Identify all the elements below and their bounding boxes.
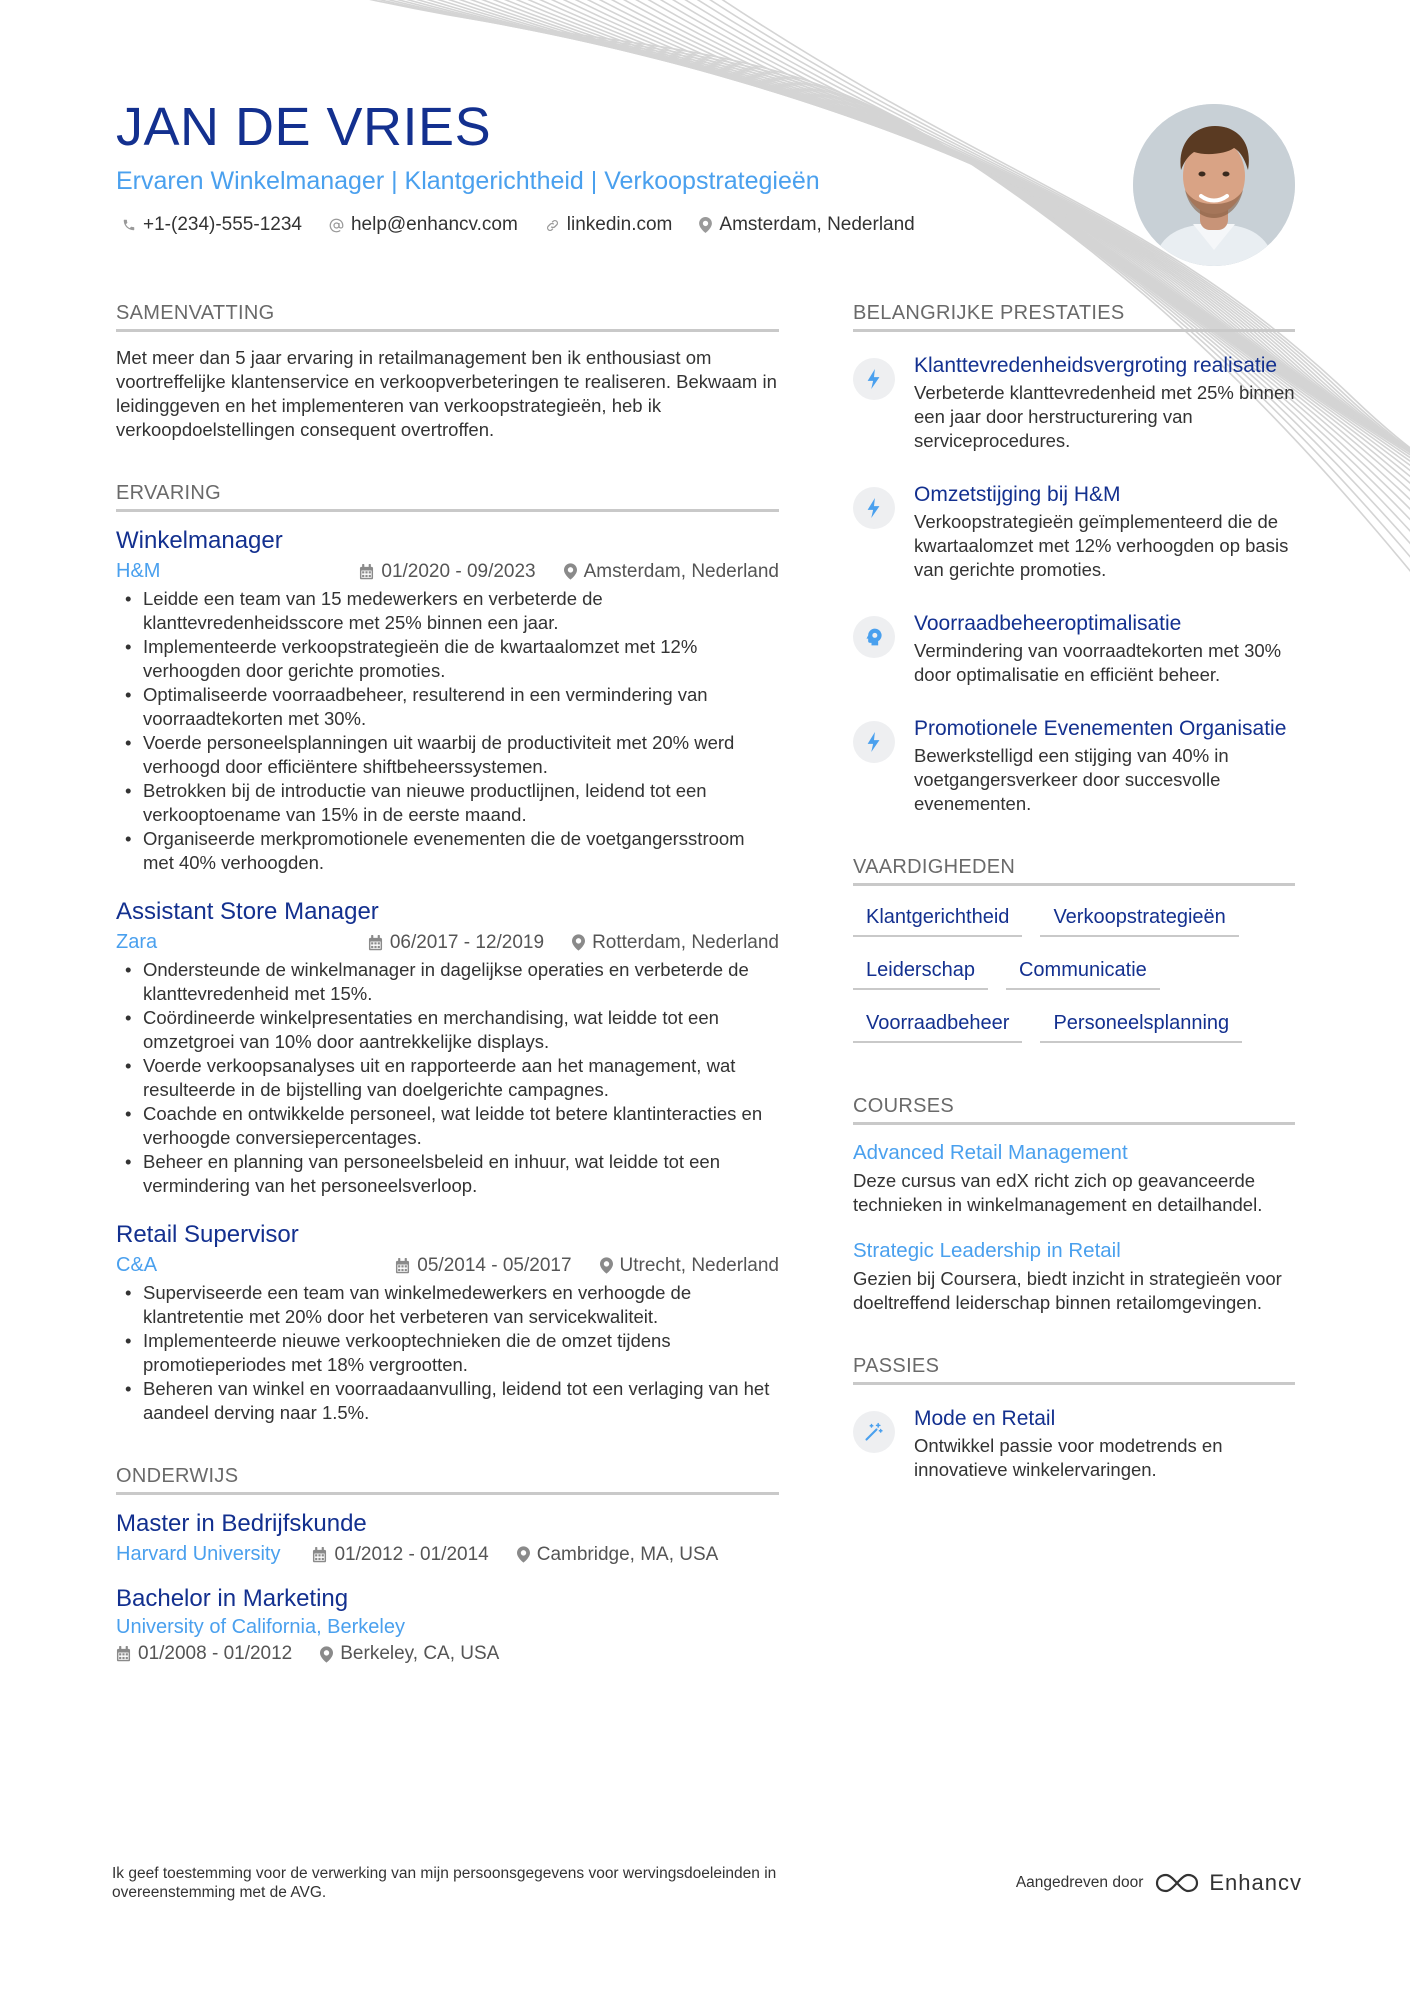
highlight-title: Promotionele Evenementen Organisatie xyxy=(914,717,1287,740)
highlight-entry xyxy=(853,1405,1295,1482)
education-location-text: Cambridge, MA, USA xyxy=(536,1543,719,1565)
skills-heading: VAARDIGHEDEN xyxy=(853,856,1295,886)
courses-heading: COURSES xyxy=(853,1095,1295,1125)
experience-list xyxy=(116,526,779,1425)
job-entry xyxy=(116,1220,779,1425)
calendar-icon xyxy=(359,564,374,580)
bullet-item: • Implementeerde verkoopstrategieën die de kwartaalomzet met 12% verhoogden door gerichte promoties. xyxy=(116,635,779,683)
courses-section xyxy=(853,1095,1295,1315)
job-location-text: Rotterdam, Nederland xyxy=(592,931,779,953)
education-section xyxy=(116,1465,779,1665)
bullet-item: • Coachde en ontwikkelde personeel, wat leidde tot betere klantinteracties en verhoogde conversiepercentages. xyxy=(116,1102,779,1150)
bullet-item: • Betrokken bij de introductie van nieuwe productlijnen, leidend tot een verkooptoename van 15% in de eerste maand. xyxy=(116,779,779,827)
contact-email[interactable] xyxy=(329,214,518,236)
contact-linkedin[interactable] xyxy=(545,214,673,236)
skill-tag: Verkoopstrategieën xyxy=(1040,906,1238,937)
footer xyxy=(112,1864,1302,1902)
job-title: Retail Supervisor xyxy=(116,1221,299,1248)
phone-text: +1-(234)-555-1234 xyxy=(143,214,302,236)
experience-heading: ERVARING xyxy=(116,482,779,512)
email-text: help@enhancv.com xyxy=(350,214,518,236)
bullet-item: • Beheer en planning van personeelsbeleid en inhuur, wat leidde tot een vermindering van het personeelsverloop. xyxy=(116,1150,779,1198)
achievements-heading: BELANGRIJKE PRESTATIES xyxy=(853,302,1295,332)
bolt-icon xyxy=(853,721,895,763)
job-bullets xyxy=(116,587,779,875)
contact-bar xyxy=(116,214,1076,236)
achievements-list xyxy=(853,352,1295,816)
bullet-item: • Beheren van winkel en voorraadaanvulling, leidend tot een verlaging van het aandeel derving naar 1.5%. xyxy=(116,1377,779,1425)
summary-section xyxy=(116,302,779,442)
passions-section xyxy=(853,1355,1295,1482)
highlight-body xyxy=(914,481,1295,582)
education-entry xyxy=(116,1584,779,1665)
contact-location xyxy=(699,214,914,236)
location-pin-icon xyxy=(517,1546,530,1563)
bullet-item: • Optimaliseerde voorraadbeheer, resulterend in een vermindering van voorraadtekorten met 30%. xyxy=(116,683,779,731)
school-name[interactable]: Harvard University xyxy=(116,1543,281,1565)
summary-text: Met meer dan 5 jaar ervaring in retailmanagement ben ik enthousiast om voortreffelijke klantenservice en verkoopverbeteringen te realiseren. Bekwaam in leidinggeven en het implementeren van verkoopstrategieën, heb ik verkoopdoelstellingen consequent overtroffen. xyxy=(116,347,777,440)
job-meta xyxy=(116,931,779,954)
calendar-icon xyxy=(116,1646,131,1662)
job-location xyxy=(564,561,779,583)
highlight-body xyxy=(914,715,1295,816)
location-pin-icon xyxy=(320,1646,333,1663)
skill-tag: Voorraadbeheer xyxy=(853,1012,1022,1043)
experience-section xyxy=(116,482,779,1425)
enhancv-logo xyxy=(1155,1870,1302,1896)
location-pin-icon xyxy=(600,1257,613,1274)
highlight-title: Mode en Retail xyxy=(914,1407,1056,1430)
education-entry xyxy=(116,1509,779,1566)
highlight-description: Bewerkstelligd een stijging van 40% in voetgangersverkeer door succesvolle evenementen. xyxy=(914,745,1229,814)
job-bullets xyxy=(116,1281,779,1425)
job-location-text: Amsterdam, Nederland xyxy=(583,560,779,582)
highlight-title: Klanttevredenheidsvergroting realisatie xyxy=(914,354,1278,377)
bullet-item: • Ondersteunde de winkelmanager in dagelijkse operaties en verbeterde de klanttevredenheid met 15%. xyxy=(116,958,779,1006)
degree-title: Master in Bedrijfskunde xyxy=(116,1510,367,1537)
job-title: Winkelmanager xyxy=(116,527,283,554)
at-icon xyxy=(329,218,344,233)
job-dates xyxy=(395,1255,571,1277)
phone-icon xyxy=(122,218,136,232)
highlight-description: Ontwikkel passie voor modetrends en innovatieve winkelervaringen. xyxy=(914,1435,1223,1480)
skill-tag: Klantgerichtheid xyxy=(853,906,1022,937)
education-dates-text: 01/2008 - 01/2012 xyxy=(138,1643,293,1664)
left-column xyxy=(116,302,779,1705)
company-name[interactable]: C&A xyxy=(116,1254,158,1276)
brand-name: Enhancv xyxy=(1209,1870,1302,1895)
summary-heading: SAMENVATTING xyxy=(116,302,779,332)
job-meta xyxy=(116,560,779,583)
location-pin-icon xyxy=(564,563,577,580)
highlight-entry xyxy=(853,481,1295,582)
education-meta xyxy=(116,1643,779,1665)
linkedin-text: linkedin.com xyxy=(566,214,673,236)
education-heading: ONDERWIJS xyxy=(116,1465,779,1495)
education-dates xyxy=(312,1544,488,1566)
bullet-item: • Coördineerde winkelpresentaties en merchandising, wat leidde tot een omzetgroei van 10% door aantrekkelijke displays. xyxy=(116,1006,779,1054)
course-title[interactable]: Strategic Leadership in Retail xyxy=(853,1239,1121,1262)
right-column xyxy=(853,302,1295,1522)
highlight-entry xyxy=(853,352,1295,453)
passions-list xyxy=(853,1405,1295,1482)
highlight-entry xyxy=(853,715,1295,816)
job-dates-text: 01/2020 - 09/2023 xyxy=(381,560,536,582)
bullet-item: • Voerde verkoopsanalyses uit en rapporteerde aan het management, wat resulteerde in de bijstelling van doelgerichte campagnes. xyxy=(116,1054,779,1102)
calendar-icon xyxy=(368,935,383,951)
education-location xyxy=(320,1643,499,1665)
job-location xyxy=(572,932,779,954)
highlight-title: Omzetstijging bij H&M xyxy=(914,483,1121,506)
link-icon xyxy=(545,218,560,233)
skill-tag: Leiderschap xyxy=(853,959,988,990)
course-description: Gezien bij Coursera, biedt inzicht in strategieën voor doeltreffend leiderschap binnen retailomgevingen. xyxy=(853,1268,1282,1313)
bullet-item: • Voerde personeelsplanningen uit waarbij de productiviteit met 20% werd verhoogd door efficiëntere shiftbeheerssystemen. xyxy=(116,731,779,779)
job-dates xyxy=(359,561,535,583)
school-name[interactable]: University of California, Berkeley xyxy=(116,1616,405,1638)
education-meta xyxy=(116,1543,779,1566)
candidate-headline: Ervaren Winkelmanager | Klantgerichtheid | Verkoopstrategieën xyxy=(116,167,820,196)
course-entry xyxy=(853,1237,1295,1315)
highlight-body xyxy=(914,352,1295,453)
education-dates-text: 01/2012 - 01/2014 xyxy=(334,1543,489,1565)
company-name[interactable]: Zara xyxy=(116,931,158,953)
job-bullets xyxy=(116,958,779,1198)
head-icon xyxy=(853,616,895,658)
job-title: Assistant Store Manager xyxy=(116,898,379,925)
job-dates-text: 06/2017 - 12/2019 xyxy=(389,931,545,953)
courses-list xyxy=(853,1139,1295,1315)
job-entry xyxy=(116,897,779,1198)
avatar xyxy=(1133,104,1295,266)
powered-by-label: Aangedreven door xyxy=(1015,1874,1144,1891)
education-location xyxy=(517,1544,719,1566)
infinity-icon xyxy=(1155,1872,1199,1894)
skills-list xyxy=(853,906,1295,1043)
highlight-body xyxy=(914,610,1295,687)
job-dates-text: 05/2014 - 05/2017 xyxy=(417,1254,572,1276)
location-pin-icon xyxy=(699,217,712,233)
education-dates xyxy=(116,1643,292,1665)
job-location xyxy=(600,1255,779,1277)
achievements-section xyxy=(853,302,1295,816)
skill-tag: Communicatie xyxy=(1006,959,1160,990)
education-location-text: Berkeley, CA, USA xyxy=(340,1643,500,1664)
bullet-item: • Leidde een team van 15 medewerkers en verbeterde de klanttevredenheidsscore met 25% binnen een jaar. xyxy=(116,587,779,635)
highlight-description: Verbeterde klanttevredenheid met 25% binnen een jaar door herstructurering van serviceprocedures. xyxy=(914,382,1295,451)
powered-by[interactable] xyxy=(1016,1870,1302,1896)
highlight-title: Voorraadbeheeroptimalisatie xyxy=(914,612,1182,635)
consent-text: Ik geef toestemming voor de verwerking van mijn persoonsgegevens voor wervingsdoeleinden in overeenstemming met de AVG. xyxy=(112,1865,777,1901)
job-meta xyxy=(116,1254,779,1277)
highlight-description: Vermindering van voorraadtekorten met 30% door optimalisatie en efficiënt beheer. xyxy=(914,640,1282,685)
bolt-icon xyxy=(853,487,895,529)
course-description: Deze cursus van edX richt zich op geavanceerde technieken in winkelmanagement en detailhandel. xyxy=(853,1170,1263,1215)
skill-tag: Personeelsplanning xyxy=(1040,1012,1242,1043)
contact-phone[interactable] xyxy=(122,214,302,236)
highlight-description: Verkoopstrategieën geïmplementeerd die de kwartaalomzet met 12% verhoogden op basis van gerichte promoties. xyxy=(914,511,1289,580)
magic-wand-icon xyxy=(853,1411,895,1453)
location-text: Amsterdam, Nederland xyxy=(719,214,915,236)
bullet-item: • Superviseerde een team van winkelmedewerkers en verhoogde de klantretentie met 20% door het verbeteren van servicekwaliteit. xyxy=(116,1281,779,1329)
resume-header xyxy=(116,98,1076,236)
course-title[interactable]: Advanced Retail Management xyxy=(853,1141,1128,1164)
candidate-name: JAN DE VRIES xyxy=(116,97,492,157)
bullet-item: • Organiseerde merkpromotionele evenementen die de voetgangersstroom met 40% verhoogden. xyxy=(116,827,779,875)
degree-title: Bachelor in Marketing xyxy=(116,1585,349,1612)
location-pin-icon xyxy=(572,934,585,951)
highlight-body xyxy=(914,1405,1295,1482)
passions-heading: PASSIES xyxy=(853,1355,1295,1385)
job-entry xyxy=(116,526,779,875)
calendar-icon xyxy=(395,1258,410,1274)
calendar-icon xyxy=(312,1547,327,1563)
highlight-entry xyxy=(853,610,1295,687)
course-entry xyxy=(853,1139,1295,1217)
skills-section xyxy=(853,856,1295,1043)
bolt-icon xyxy=(853,358,895,400)
job-location-text: Utrecht, Nederland xyxy=(619,1254,779,1276)
company-name[interactable]: H&M xyxy=(116,560,161,582)
education-list xyxy=(116,1509,779,1665)
job-dates xyxy=(368,932,544,954)
bullet-item: • Implementeerde nieuwe verkooptechnieken die de omzet tijdens promotieperiodes met 18% vergrootten. xyxy=(116,1329,779,1377)
